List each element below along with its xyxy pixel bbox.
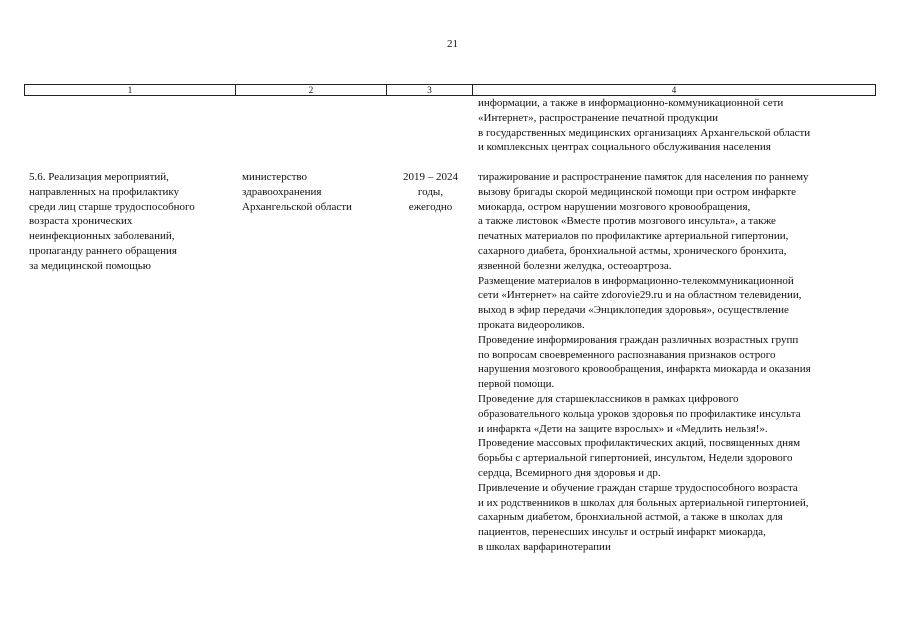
header-col-4: 4 xyxy=(671,85,677,95)
result-line: и их родственников в школах для больных артериальной гипертонией, xyxy=(478,496,809,509)
result-cell xyxy=(478,170,876,555)
result-line: выход в эфир передачи «Энциклопедия здоровья», осуществление xyxy=(478,304,789,317)
term-line: 2019 – 2024 xyxy=(403,171,458,183)
result-line: Проведение для старшеклассников в рамках цифрового xyxy=(478,392,739,405)
continuation-line: и комплексных центрах социального обслуживания населения xyxy=(478,141,771,154)
result-line: сердца, Всемирного дня здоровья и др. xyxy=(478,466,661,479)
result-line: тиражирование и распространение памяток для населения по раннему xyxy=(478,171,809,183)
result-line: сети «Интернет» на сайте zdorovie29.ru и на областном телевидении, xyxy=(478,289,802,302)
result-line: нарушения мозгового кровообращения, инфаркта миокарда и оказания xyxy=(478,363,811,376)
term-cell xyxy=(393,170,468,214)
result-line: в школах варфаринотерапии xyxy=(478,540,611,553)
measure-line: возраста хронических xyxy=(29,215,133,228)
result-line: сахарным диабетом, бронхиальной астмой, а также в школах для xyxy=(478,511,783,524)
result-line: Размещение материалов в информационно-телекоммуникационной xyxy=(478,274,794,287)
term-line: годы, xyxy=(417,185,444,198)
measure-line: направленных на профилактику xyxy=(29,185,180,198)
continuation-line: в государственных медицинских организациях Архангельской области xyxy=(478,126,811,139)
result-line: по вопросам своевременного распознавания признаков острого xyxy=(478,348,776,361)
continuation-line: информации, а также в информационно-коммуникационной сети xyxy=(478,97,784,109)
header-col-2: 2 xyxy=(236,85,387,95)
measure-line: неинфекционных заболеваний, xyxy=(29,230,175,243)
table-header-row xyxy=(24,84,876,96)
executor-line: министерство xyxy=(242,171,308,183)
page-number: 21 xyxy=(447,38,458,50)
measure-line: 5.6. Реализация мероприятий, xyxy=(29,171,169,183)
header-col-1: 1 xyxy=(25,85,236,95)
continuation-cell xyxy=(478,96,876,155)
result-line: первой помощи. xyxy=(478,378,555,391)
result-line: борьбы с артериальной гипертонией, инсультом, Недели здорового xyxy=(478,452,793,465)
result-line: Привлечение и обучение граждан старше трудоспособного возраста xyxy=(478,481,798,494)
continuation-line: «Интернет», распространение печатной продукции xyxy=(478,111,719,124)
result-line: язвенной болезни желудка, остеоартроза. xyxy=(478,259,672,272)
result-line: а также листовок «Вместе против мозгового инсульта», а также xyxy=(478,215,776,228)
result-line: пациентов, перенесших инсульт и острый инфаркт миокарда, xyxy=(478,526,766,539)
result-line: и инфаркта «Дети на защите взрослых» и «Медлить нельзя!». xyxy=(478,422,768,435)
measure-line: пропаганду раннего обращения xyxy=(29,244,177,257)
header-col-3: 3 xyxy=(387,85,473,95)
result-line: миокарда, остром нарушении мозгового кровообращения, xyxy=(478,200,751,213)
result-line: сахарного диабета, бронхиальной астмы, хронического бронхита, xyxy=(478,244,787,257)
result-line: проката видеороликов. xyxy=(478,318,585,331)
result-line: Проведение информирования граждан различных возрастных групп xyxy=(478,333,799,346)
term-line: ежегодно xyxy=(408,200,453,213)
measure-line: за медицинской помощью xyxy=(29,259,151,272)
executor-line: здравоохранения xyxy=(242,185,322,198)
result-line: вызову бригады скорой медицинской помощи при остром инфаркте xyxy=(478,185,797,198)
measure-cell xyxy=(29,170,229,274)
executor-cell xyxy=(242,170,387,214)
result-line: образовательного кольца уроков здоровья по профилактике инсульта xyxy=(478,407,801,420)
executor-line: Архангельской области xyxy=(242,200,352,213)
result-line: Проведение массовых профилактических акций, посвященных дням xyxy=(478,437,801,450)
measure-line: среди лиц старше трудоспособного xyxy=(29,200,195,213)
result-line: печатных материалов по профилактике артериальной гипертонии, xyxy=(478,230,789,243)
